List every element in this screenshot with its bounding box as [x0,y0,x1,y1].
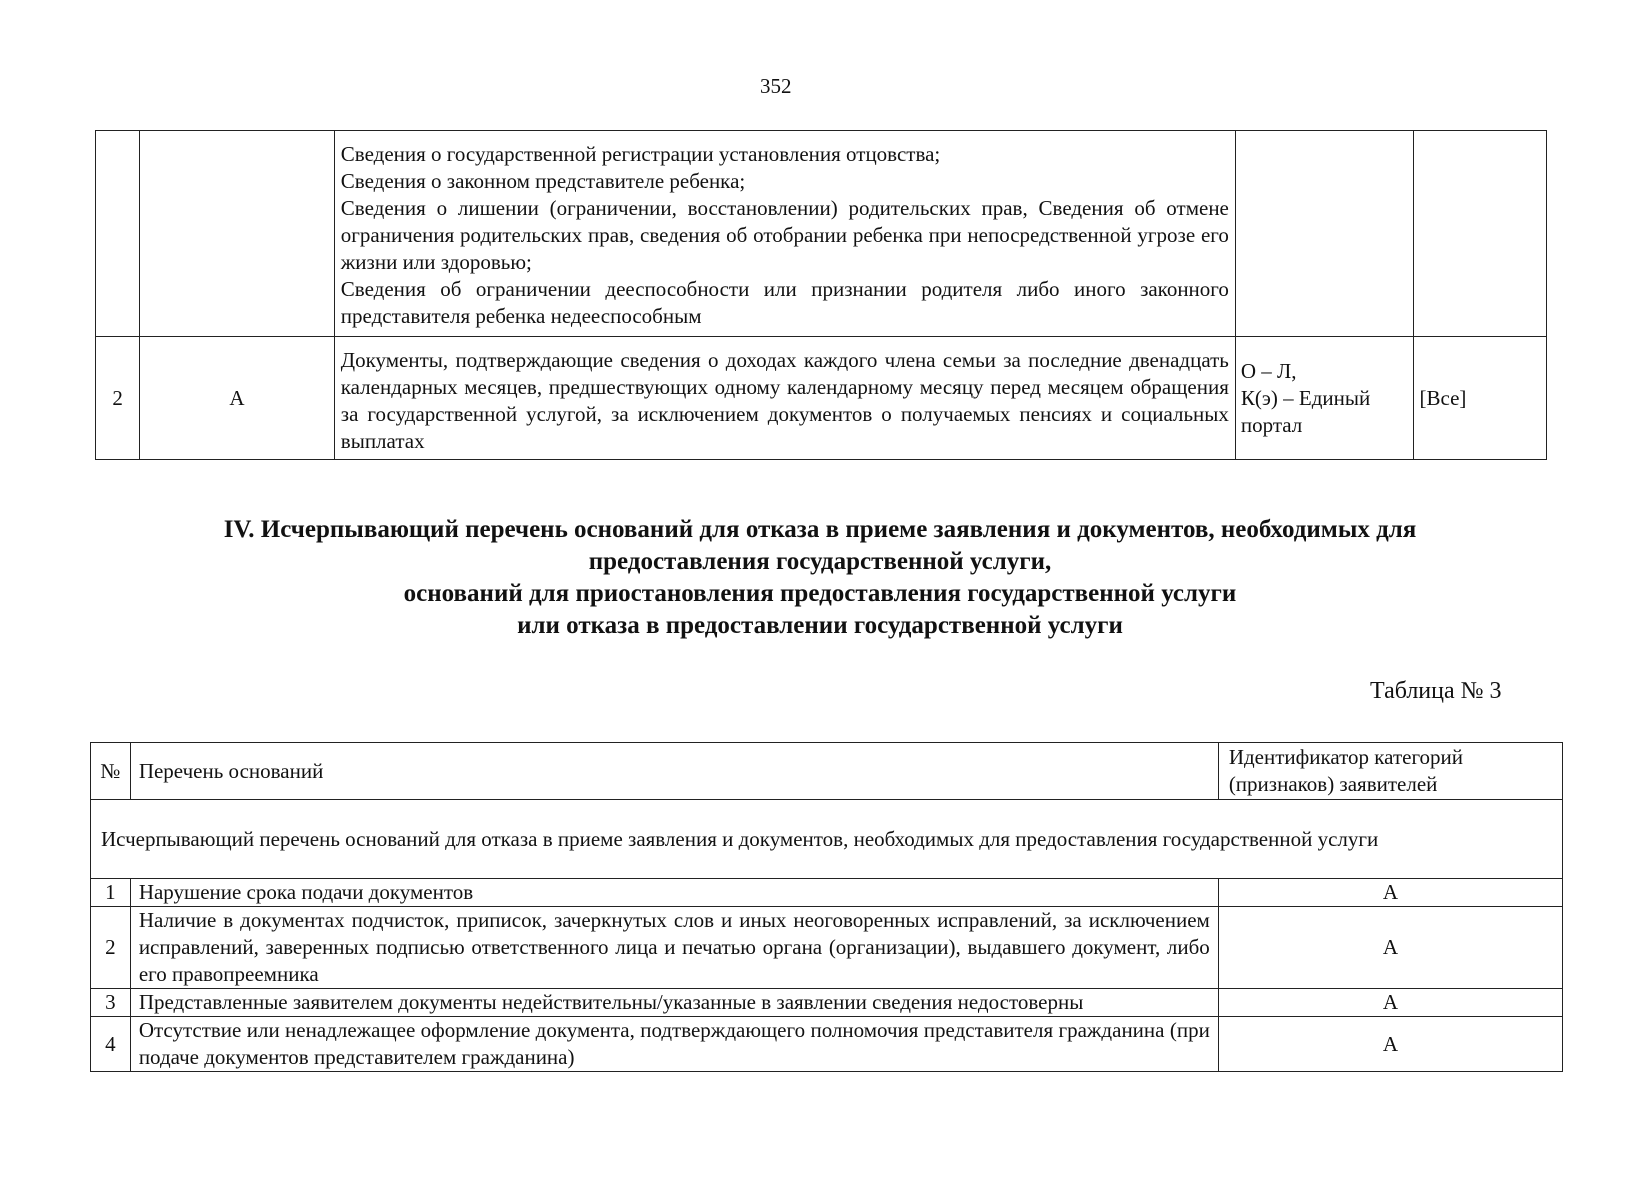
document-description-cell: Документы, подтверждающие сведения о доходах каждого члена семьи за последние двенадцать календарных месяцев, предшествующих одному календарному месяцу перед месяцем обращения за государственной услугой, за исключением документов о получаемых пенсиях и социальных выплатах [334,337,1235,460]
scope-cell [1413,131,1547,337]
documents-table-continuation [95,130,1547,460]
scope-cell: [Все] [1413,337,1547,460]
table-row [91,879,1563,907]
row-number-cell: 2 [96,337,140,460]
category-cell [140,131,335,337]
row-category: А [1218,1017,1562,1072]
description-paragraph: Сведения о государственной регистрации установления отцовства; [340,142,941,166]
row-number: 4 [91,1017,131,1072]
table-row [96,337,1547,460]
heading-line: оснований для приостановления предоставления государственной услуги [403,580,1237,607]
table-row [91,1017,1563,1072]
row-category: А [1218,989,1562,1017]
header-number: № [91,743,131,800]
channel-cell [1235,131,1413,337]
table-header-row [91,743,1563,800]
header-category-line: Идентификатор категорий [1228,745,1464,769]
channel-cell [1235,337,1413,460]
row-text: Нарушение срока подачи документов [130,879,1218,907]
channel-line: К(э) – Единый портал [1240,385,1371,437]
row-text: Наличие в документах подчисток, приписок, зачеркнутых слов и иных неоговоренных исправлений, за исключением исправлений, заверенных подписью ответственного лица и печатью органа (организации), выдавшего документ, либо его правопреемника [130,907,1218,989]
heading-line: или отказа в предоставлении государственной услуги [517,612,1123,639]
table-row [96,131,1547,337]
section-heading [95,514,1545,642]
document-description-cell [334,131,1235,337]
category-cell: А [140,337,335,460]
row-number: 1 [91,879,131,907]
heading-line: предоставления государственной услуги, [588,548,1052,575]
channel-line: О – Л, [1240,358,1297,383]
table-row [91,907,1563,989]
row-number-cell [96,131,140,337]
row-category: А [1218,879,1562,907]
description-paragraph: Сведения об ограничении дееспособности или признании родителя либо иного законного представителя ребенка недееспособным [340,277,1229,328]
header-category-line: (признаков) заявителей [1228,772,1438,796]
header-category [1218,743,1562,800]
row-text: Отсутствие или ненадлежащее оформление документа, подтверждающего полномочия представителя гражданина (при подаче документов представителем гражданина) [130,1017,1218,1072]
row-number: 3 [91,989,131,1017]
row-number: 2 [91,907,131,989]
row-text: Представленные заявителем документы недействительны/указанные в заявлении сведения недостоверны [130,989,1218,1017]
table-caption: Таблица № 3 [1370,678,1502,704]
header-list: Перечень оснований [130,743,1218,800]
heading-line: IV. Исчерпывающий перечень оснований для отказа в приеме заявления и документов, необходимых для [223,516,1417,543]
row-category: А [1218,907,1562,989]
table-subheading: Исчерпывающий перечень оснований для отказа в приеме заявления и документов, необходимых для предоставления государственной услуги [91,800,1563,879]
refusal-grounds-table [90,742,1563,1072]
table-subheading-row [91,800,1563,879]
page-number: 352 [760,74,792,98]
description-paragraph: Сведения о законном представителе ребенка; [340,169,746,193]
description-paragraph: Сведения о лишении (ограничении, восстановлении) родительских прав, Сведения об отмене ограничения родительских прав, сведения об отобрании ребенка при непосредственной угрозе его жизни или здоровью; [340,196,1229,274]
table-row [91,989,1563,1017]
